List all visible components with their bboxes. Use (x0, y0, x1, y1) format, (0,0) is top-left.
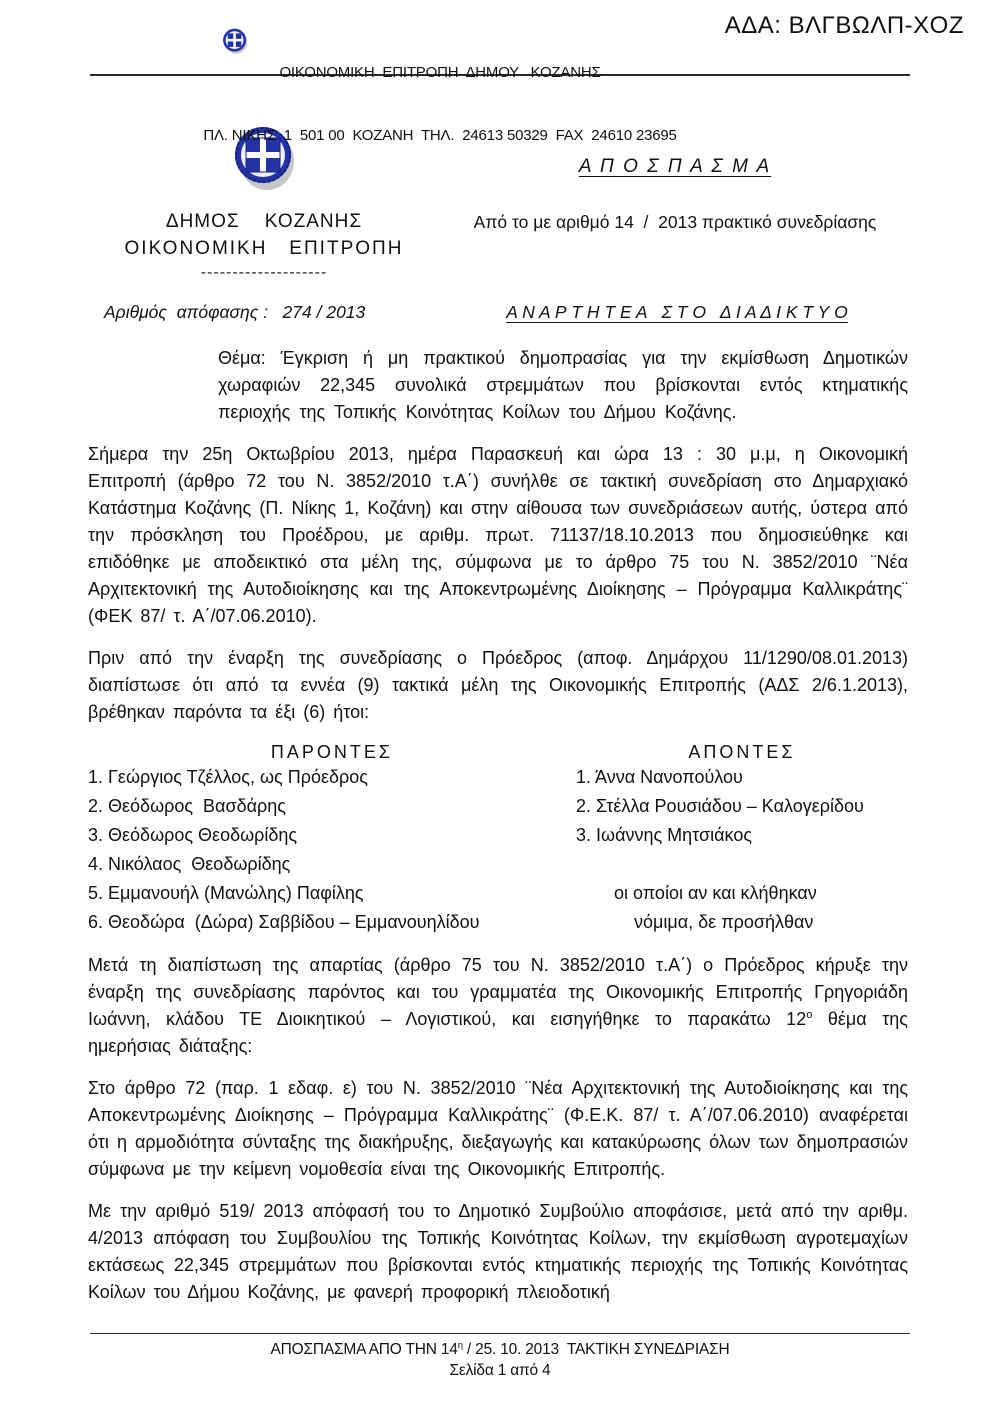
present-member: 1. Γεώργιος Τζέλλος, ως Πρόεδρος (88, 767, 368, 787)
decision-number: Αριθμός απόφασης : 274 / 2013 (104, 302, 366, 322)
present-member: 5. Εμμανουήλ (Μανώλης) Παφίλης (88, 883, 364, 903)
footer-session-text-end: / 25. 10. 2013 ΤΑΚΤΙΚΗ ΣΥΝΕΔΡΙΑΣΗ (462, 1341, 730, 1358)
attendees-headers (88, 742, 908, 763)
footer-session-text: ΑΠΟΣΠΑΣΜΑ ΑΠΟ ΤΗΝ 14 (270, 1341, 458, 1358)
absent-member: 1. Άννα Νανοπούλου (576, 767, 743, 787)
present-member: 2. Θεόδωρος Βασδάρης (88, 796, 286, 816)
attendees-section (88, 742, 908, 937)
absent-title: ΑΠΟΝΤΕΣ (688, 742, 796, 762)
absent-note-line1: οι οποίοι αν και κλήθηκαν (614, 883, 817, 903)
absent-note-line2: νόμιμα, δε προσήλθαν (634, 912, 814, 932)
attendees-row (88, 908, 908, 937)
document-body (88, 345, 908, 1306)
agenda-item-text-end: θέμα της ημερήσιας διάταξης: (88, 1009, 908, 1056)
org-committee: ΟΙΚΟΝΟΜΙΚΗ ΕΠΙΤΡΟΠΗ (124, 238, 404, 259)
attendees-row (88, 792, 908, 821)
present-member: 3. Θεόδωρος Θεοδωρίδης (88, 825, 298, 845)
absent-member: 2. Στέλλα Ρουσιάδου – Καλογερίδου (576, 796, 864, 816)
paragraph-decision519: Με την αριθμό 519/ 2013 απόφασή του το Δημοτικό Συμβούλιο αποφάσισε, μετά από την αριθμ. 4/2013 απόφαση του Συμβουλίου της Τοπικής Κοινότητας Κοίλων, την εκμίσθωση αγροτεμαχίων εκτάσεως 22,345 στρεμμάτων που βρίσκονται εντός κτηματικής περιοχής της Τοπικής Κοινότητας Κοίλων του Δήμου Κοζάνης, με φανερή προφορική πλειοδοτική (88, 1201, 908, 1302)
paragraph-agenda-item (88, 952, 908, 1060)
paragraph-article72: Στο άρθρο 72 (παρ. 1 εδαφ. ε) του Ν. 3852/2010 ¨Νέα Αρχιτεκτονική της Αυτοδιοίκησης και της Αποκεντρωμένης Διοίκησης – Πρόγραμμα Καλλικράτης¨ (Φ.Ε.Κ. 87/ τ. Α΄/07.06.2010) αναφέρεται ότι η αρμοδιότητα σύνταξης της διακήρυξης, διεξαγωγής και κατακύρωσης όλων των δημοπρασιών σύμφωνα με την κείμενη νομοθεσία είναι της Οικονομικής Επιτροπής. (88, 1078, 908, 1179)
present-member: 4. Νικόλαος Θεοδωρίδης (88, 854, 291, 874)
attendees-row (88, 879, 908, 908)
present-title: ΠΑΡΟΝΤΕΣ (270, 742, 394, 762)
letterhead-line2: ΠΛ. ΝΙΚΗΣ 1 501 00 ΚΟΖΑΝΗ ΤΗΛ. 24613 50329 FAX 24610 23695 (203, 127, 677, 144)
apospasma-title: Α Π Ο Σ Π Α Σ Μ Α (578, 156, 772, 177)
ordinal-superscript: ο (806, 1009, 813, 1021)
org-name: ΔΗΜΟΣ ΚΟΖΑΝΗΣ (165, 211, 363, 232)
apospasma-subtitle: Από το με αριθμό 14 / 2013 πρακτικό συνεδρίασης (473, 212, 877, 232)
attendees-row (88, 763, 908, 792)
present-member: 6. Θεοδώρα (Δώρα) Σαββίδου – Εμμανουηλίδου (88, 912, 480, 932)
greece-emblem-icon (222, 24, 248, 63)
letterhead-line1: ΟΙΚΟΝΟΜΙΚΗ ΕΠΙΤΡΟΠΗ ΔΗΜΟΥ ΚΟΖΑΝΗΣ (279, 64, 601, 81)
footer-ordinal-superscript: η (457, 1339, 463, 1351)
ada-number: ΑΔΑ: ΒΛΓΒΩΛΠ-ΧΟΖ (724, 12, 964, 39)
absent-member (576, 850, 908, 879)
agenda-item-text: Μετά τη διαπίστωση της απαρτίας (άρθρο 75 του Ν. 3852/2010 τ.Α΄) ο Πρόεδρος κήρυξε την έναρξη της συνεδρίασης παρόντος και του γραμματέα της Οικονομικής Επιτροπής Γρηγοριάδη Ιωάννη, κλάδου ΤΕ Διοικητικού – Λογιστικού, και εισηγήθηκε το παρακάτω 12 (88, 955, 908, 1029)
absent-member: 3. Ιωάννης Μητσιάκος (576, 825, 753, 845)
internet-posting-label: Α Ν Α Ρ Τ Η Τ Ε Α Σ Τ Ο Δ Ι Α Δ Ι Κ Τ Υ Ο (506, 302, 848, 322)
letterhead (0, 0, 1000, 144)
footer-divider (90, 1333, 910, 1334)
theme-paragraph: Θέμα: Έγκριση ή μη πρακτικού δημοπρασίας για την εκμίσθωση Δημοτικών χωραφιών 22,345 συνολικά στρεμμάτων που βρίσκονται εντός κτηματικής περιοχής της Τοπικής Κοινότητας Κοίλων του Δήμου Κοζάνης. (218, 348, 908, 422)
decision-row (104, 302, 910, 323)
footer-session-line (0, 1341, 1000, 1359)
org-divider-dashes: -------------------- (200, 264, 328, 281)
attendees-row (88, 850, 908, 879)
attendees-row (88, 821, 908, 850)
page-footer (0, 1333, 1000, 1380)
footer-page-number: Σελίδα 1 από 4 (449, 1362, 551, 1379)
paragraph-session-intro: Σήμερα την 25η Οκτωβρίου 2013, ημέρα Παρασκευή και ώρα 13 : 30 μ.μ, η Οικονομική Επιτροπή (άρθρο 72 του Ν. 3852/2010 τ.Α΄) συνήλθε σε τακτική συνεδρίαση στο Δημαρχιακό Κατάστημα Κοζάνης (Π. Νίκης 1, Κοζάνη) και στην αίθουσα των συνεδριάσεων αυτής, ύστερα από την πρόσκληση του Προέδρου, με αριθμ. πρωτ. 71137/18.10.2013 που δημοσιεύθηκε και επιδόθηκε με αποδεικτικό στα μέλη της, σύμφωνα με το άρθρο 75 του Ν. 3852/2010 ¨Νέα Αρχιτεκτονική της Αυτοδιοίκησης και της Αποκεντρωμένης Διοίκησης – Πρόγραμμα Καλλικράτης¨ (ΦΕΚ 87/ τ. Α΄/07.06.2010). (88, 444, 908, 626)
paragraph-quorum: Πριν από την έναρξη της συνεδρίασης ο Πρόεδρος (αποφ. Δημάρχου 11/1290/08.01.2013) διαπίστωσε ότι από τα εννέα (9) τακτικά μέλη της Οικονομικής Επιτροπής (ΑΔΣ 2/6.1.2013), βρέθηκαν παρόντα τα έξι (6) ήτοι: (88, 648, 908, 722)
